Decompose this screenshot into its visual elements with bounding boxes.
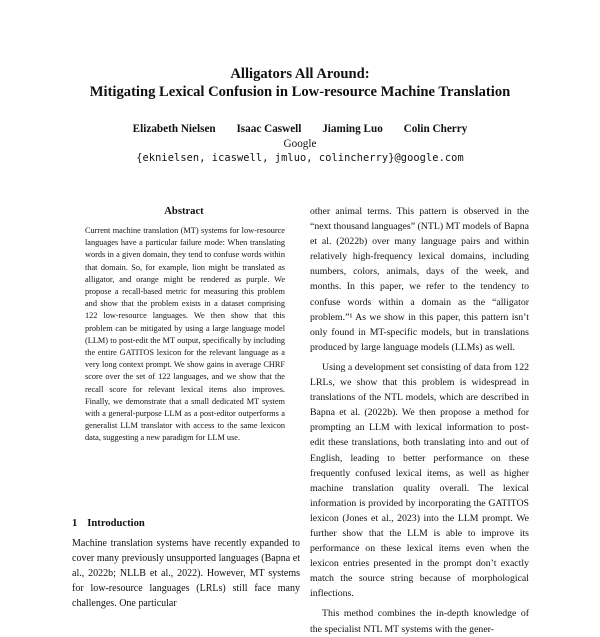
author-name: Jiaming Luo bbox=[322, 123, 383, 135]
right-column bbox=[310, 204, 529, 637]
title-line-1: Alligators All Around: bbox=[230, 66, 370, 82]
title-line-2: Mitigating Lexical Confusion in Low-resource Machine Translation bbox=[89, 84, 511, 100]
author-name: Elizabeth Nielsen bbox=[132, 123, 216, 135]
paper-title bbox=[0, 65, 600, 101]
paragraph: This method combines the in-depth knowledge of the specialist NTL MT systems with the gener- bbox=[310, 608, 529, 635]
section-number: 1 bbox=[72, 518, 78, 529]
author-name: Isaac Caswell bbox=[236, 123, 302, 135]
section-title: Introduction bbox=[87, 518, 145, 529]
abstract-heading: Abstract bbox=[164, 206, 204, 217]
author-list bbox=[0, 122, 600, 136]
introduction-body: Machine translation systems have recently expanded to cover many previously unsupported languages (Bapna et al., 2022b; NLLB et al., 2022). However, MT systems for low-resource languages (LRLs) still face many challenges. One particular bbox=[72, 538, 300, 610]
author-emails: {eknielsen, icaswell, jmluo, colincherry}@google.com bbox=[136, 152, 464, 164]
paragraph: Using a development set consisting of data from 122 LRLs, we show that this problem is widespread in translations of the NTL models, which are described in Bapna et al. (2022b). We then propose a method for prompting an LLM with lexical information to post-edit these translations, both translating into and out of English, leading to better performance on these frequently confused lexical items, as well as higher machine translation quality overall. The lexical information is provided by incorporating the GATITOS lexicon (Jones et al., 2023) into the LLM prompt. We further show that the LLM is able to improve its performance on these lexical items even when the lexicon entries presented in the prompt don’t exactly match the source string because of morphological inflections. bbox=[310, 361, 529, 600]
section-heading-introduction bbox=[72, 517, 145, 530]
author-name: Colin Cherry bbox=[403, 123, 468, 135]
paragraph: other animal terms. This pattern is observed in the “next thousand languages” (NTL) MT models of Bapna et al. (2022b) over many language pairs and within relatively high-frequency lexical domains, including numbers, colors, animals, days of the week, and months. In this paper, we refer to the tendency to confuse words within a domain as the “alligator problem.”¹ As we show in this paper, this pattern isn’t only found in MT-specific models, but in translations produced by large language models (LLMs) as well. bbox=[310, 206, 529, 353]
affiliation: Google bbox=[283, 138, 317, 150]
abstract-body: Current machine translation (MT) systems for low-resource languages have a particular failure mode: When translating words in a given domain, they tend to confuse words within that domain. So, for example, lion might be translated as alligator, and orange might be rendered as purple. We propose a recall-based metric for measuring this problem and show that the problem exists in a dataset comprising 122 low-resource languages. We then show that this problem can be mitigated by using a large language model (LLM) to post-edit the MT output, specifically by including the entire GATITOS lexicon for the relevant language as a very long context prompt. We show gains in average CHRF score over the set of 122 languages, and we show that the recall score for relevant lexical items also improves. Finally, we demonstrate that a small dedicated MT system with a general-purpose LLM as a post-editor outperforms a generalist LLM translator with access to the same lexicon data, suggesting a new paradigm for LLM use. bbox=[85, 226, 285, 443]
